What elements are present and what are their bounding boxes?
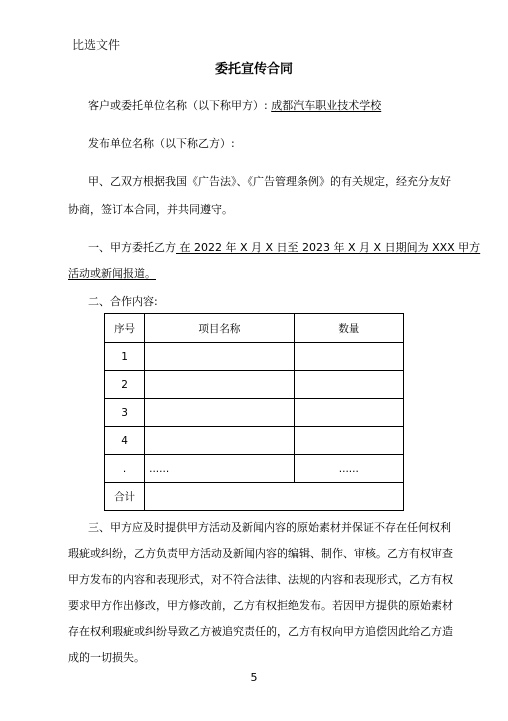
intro-line-2: 协商，签订本合同，并共同遵守。 [68, 203, 233, 216]
clause-3-line-2: 瑕疵或纠纷，乙方负责甲方活动及新闻内容的编辑、制作、审核。乙方有权审查 [68, 547, 453, 560]
clause-3-line-1: 三、甲方应及时提供甲方活动及新闻内容的原始素材并保证不存在任何权利 [88, 521, 451, 534]
row-index: . [105, 455, 145, 483]
header-index: 序号 [105, 314, 145, 343]
party-b-label: 发布单位名称（以下称乙方）: [88, 137, 235, 150]
row-item-name [145, 343, 295, 371]
row-quantity: ...... [294, 455, 403, 483]
row-quantity [294, 343, 403, 371]
total-value [145, 483, 404, 511]
party-a-line [88, 97, 381, 113]
clause-1-line-2: 活动或新闻报道。 [68, 267, 156, 280]
table-row [105, 399, 404, 427]
row-item-name [145, 371, 295, 399]
clause-1-period: 在 2022 年 X 月 X 日至 2023 年 X 月 X 日期间为 XXX 甲方 [176, 241, 481, 254]
row-index: 4 [105, 427, 145, 455]
page-title: 委托宣传合同 [214, 62, 293, 77]
page-number: 5 [250, 671, 258, 684]
table-row [105, 427, 404, 455]
row-quantity [294, 427, 403, 455]
row-quantity [294, 399, 403, 427]
clause-3-line-5: 存在权利瑕疵或纠纷导致乙方被追究责任的，乙方有权向甲方追偿因此给乙方造 [68, 625, 453, 638]
header-quantity: 数量 [294, 314, 403, 343]
clause-1-line-1 [88, 239, 480, 255]
row-index: 2 [105, 371, 145, 399]
row-item-name [145, 427, 295, 455]
row-index: 1 [105, 343, 145, 371]
row-index: 3 [105, 399, 145, 427]
party-a-label: 客户或委托单位名称（以下称甲方）: [88, 99, 268, 112]
row-quantity [294, 371, 403, 399]
intro-line-1: 甲、乙双方根据我国《广告法》、《广告管理条例》的有关规定，经充分友好 [88, 175, 451, 188]
total-label: 合计 [105, 483, 145, 511]
table-row [105, 371, 404, 399]
clause-2-heading: 二、合作内容: [88, 295, 158, 308]
cooperation-table [104, 313, 404, 511]
clause-1-prefix: 一、甲方委托乙方 [88, 241, 176, 254]
clause-3-line-6: 成的一切损失。 [68, 651, 145, 664]
table-row [105, 455, 404, 483]
row-item-name: ...... [145, 455, 295, 483]
clause-3-line-4: 要求甲方作出修改，甲方修改前，乙方有权拒绝发布。若因甲方提供的原始素材 [68, 599, 453, 612]
header-label: 比选文件 [72, 38, 121, 52]
header-item-name: 项目名称 [145, 314, 295, 343]
table-total-row [105, 483, 404, 511]
table-row [105, 343, 404, 371]
clause-3-line-3: 甲方发布的内容和表现形式，对不符合法律、法规的内容和表现形式，乙方有权 [68, 573, 453, 586]
party-a-value: 成都汽车职业技术学校 [271, 99, 382, 112]
row-item-name [145, 399, 295, 427]
table-header-row [105, 314, 404, 343]
